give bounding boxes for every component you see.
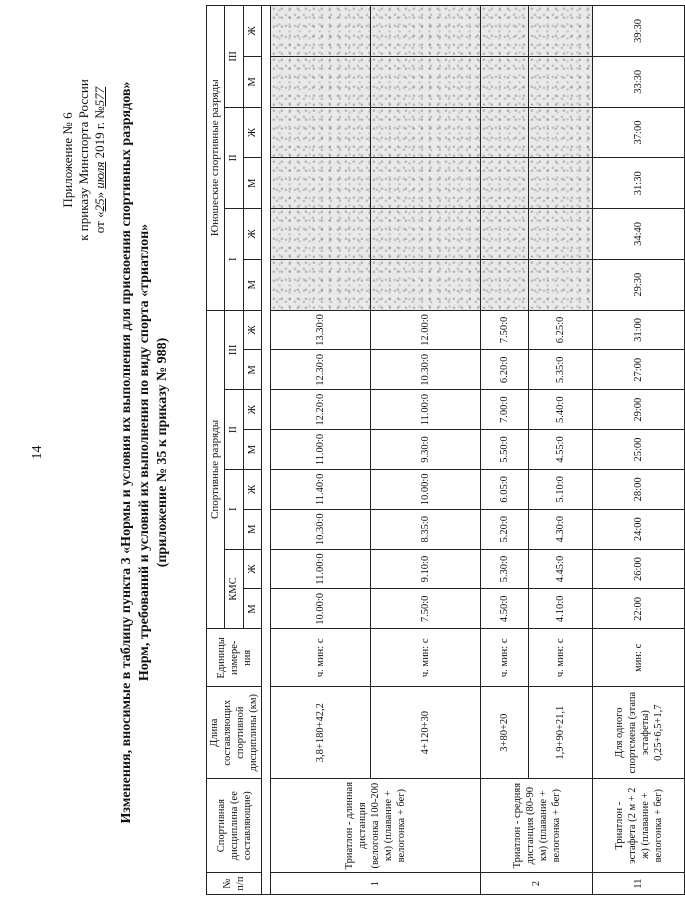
length-cell: 1,9+90+21,1	[529, 687, 593, 779]
document-title	[118, 40, 172, 865]
value-cell: 5.35:0	[529, 350, 593, 390]
header-units: Единицы измере- ния	[207, 629, 262, 687]
value-cell: 10.30:0	[271, 509, 371, 549]
header-length: Длина составляющих спортивной дисциплины (км)	[207, 687, 262, 779]
value-cell: 7.00:0	[481, 390, 529, 430]
discipline-cell: Триатлон - длинная дистанция (велогонка 100-200 км) (плавание + велогонка + бег)	[271, 779, 481, 873]
appendix-year: 2019 г. №	[92, 106, 107, 162]
units-cell: ч. мин: с	[371, 629, 481, 687]
spacer-cell	[262, 6, 271, 895]
value-cell: 12.30:0	[271, 350, 371, 390]
value-cell: 5.30:0	[481, 549, 529, 589]
shaded-cell	[271, 209, 371, 260]
value-cell: 4.10:0	[529, 589, 593, 629]
value-cell: 10.00:0	[271, 589, 371, 629]
value-cell: 9.30:0	[371, 430, 481, 470]
value-cell: 11.00:0	[371, 390, 481, 430]
header-rank-3: III	[225, 310, 243, 390]
row-number: 2	[481, 873, 593, 895]
shaded-cell	[271, 107, 371, 158]
value-cell: 5.50:0	[481, 430, 529, 470]
value-cell: 12.00:0	[371, 310, 481, 350]
value-cell: 13.30:0	[271, 310, 371, 350]
shaded-cell	[529, 259, 593, 310]
value-cell: 8.35:0	[371, 509, 481, 549]
shaded-cell	[371, 259, 481, 310]
value-cell: 11.40:0	[271, 469, 371, 509]
appendix-month: июля	[92, 161, 107, 189]
header-zh: Ж	[243, 209, 261, 260]
value-cell: 9.10:0	[371, 549, 481, 589]
length-cell: 4+120+30	[371, 687, 481, 779]
header-m: М	[243, 350, 261, 390]
value-cell: 7.50:0	[481, 310, 529, 350]
header-youth-rank-1: I	[225, 209, 243, 310]
youth-value-cell: 39:30	[593, 6, 685, 57]
value-cell: 4.30:0	[529, 509, 593, 549]
value-cell: 12.20:0	[271, 390, 371, 430]
header-discipline: Спортивная дисциплина (ее составляющие)	[207, 779, 262, 873]
header-sport-ranks: Спортивные разряды	[207, 310, 225, 629]
shaded-cell	[371, 6, 481, 57]
shaded-cell	[371, 56, 481, 107]
header-zh: Ж	[243, 107, 261, 158]
header-rank-2: II	[225, 390, 243, 470]
header-m: М	[243, 56, 261, 107]
title-line3: (приложение № 35 к приказу № 988)	[155, 337, 170, 568]
shaded-cell	[371, 107, 481, 158]
header-rank-1: I	[225, 469, 243, 549]
youth-value-cell: 29:30	[593, 259, 685, 310]
value-cell: 4.50:0	[481, 589, 529, 629]
value-cell: 5.10:0	[529, 469, 593, 509]
appendix-line1: Приложение № 6	[60, 112, 75, 208]
youth-value-cell: 37:00	[593, 107, 685, 158]
header-zh: Ж	[243, 469, 261, 509]
shaded-cell	[529, 158, 593, 209]
norms-table	[206, 5, 685, 895]
youth-value-cell: 34:40	[593, 209, 685, 260]
length-cell	[593, 687, 685, 779]
header-zh: Ж	[243, 549, 261, 589]
shaded-cell	[271, 158, 371, 209]
header-youth-ranks: Юношеские спортивные разряды	[207, 6, 225, 311]
value-cell: 11.00:0	[271, 549, 371, 589]
table-row	[593, 6, 685, 895]
appendix-day: 25	[92, 198, 107, 212]
shaded-cell	[271, 56, 371, 107]
value-cell: 27:00	[593, 350, 685, 390]
value-cell: 4.45:0	[529, 549, 593, 589]
units-cell: мин: с	[593, 629, 685, 687]
header-row-1	[207, 6, 225, 895]
header-m: М	[243, 589, 261, 629]
shaded-cell	[529, 107, 593, 158]
shaded-cell	[271, 259, 371, 310]
length-cell: 3,8+180+42,2	[271, 687, 371, 779]
value-cell: 5.40:0	[529, 390, 593, 430]
value-cell: 4.55:0	[529, 430, 593, 470]
discipline-cell: Триатлон - эстафета (2 м + 2 ж) (плавание + велогонка + бег)	[593, 779, 685, 873]
appendix-line3	[92, 15, 108, 305]
shaded-cell	[481, 107, 529, 158]
header-num: № п/п	[207, 873, 262, 895]
youth-value-cell: 31:30	[593, 158, 685, 209]
table-row	[529, 6, 593, 895]
page-number: 14	[30, 445, 45, 460]
header-m: М	[243, 259, 261, 310]
value-cell: 24:00	[593, 509, 685, 549]
units-cell: ч. мин: с	[271, 629, 371, 687]
value-cell: 11.00:0	[271, 430, 371, 470]
shaded-cell	[481, 6, 529, 57]
value-cell: 7.50:0	[371, 589, 481, 629]
shaded-cell	[529, 6, 593, 57]
header-m: М	[243, 158, 261, 209]
value-cell: 10.30:0	[371, 350, 481, 390]
units-cell: ч. мин: с	[481, 629, 529, 687]
shaded-cell	[481, 56, 529, 107]
header-zh: Ж	[243, 6, 261, 57]
spacer-row	[262, 6, 271, 895]
table-row	[371, 6, 481, 895]
title-line1: Изменения, вносимые в таблицу пункта 3 «Нормы и условия их выполнения для присвоения спортивных разрядов»	[119, 81, 134, 824]
appendix-line2: к приказу Минспорта России	[76, 79, 91, 241]
appendix-from: от «	[92, 211, 107, 234]
appendix-block	[60, 15, 108, 305]
discipline-cell: Триатлон - средняя дистанция (80-90 км) (плавание + велогонка + бег)	[481, 779, 593, 873]
header-youth-rank-2: II	[225, 107, 243, 208]
shaded-cell	[371, 158, 481, 209]
title-line2: Норм, требований и условий их выполнения по виду спорта «триатлон»	[137, 223, 152, 682]
value-cell: 5.20:0	[481, 509, 529, 549]
value-cell: 22:00	[593, 589, 685, 629]
value-cell: 25:00	[593, 430, 685, 470]
value-cell: 6.20:0	[481, 350, 529, 390]
value-cell: 28:00	[593, 469, 685, 509]
shaded-cell	[481, 158, 529, 209]
shaded-cell	[271, 6, 371, 57]
shaded-cell	[529, 56, 593, 107]
header-zh: Ж	[243, 390, 261, 430]
header-m: М	[243, 509, 261, 549]
value-cell: 6.05:0	[481, 469, 529, 509]
appendix-mid: »	[92, 188, 107, 199]
shaded-cell	[481, 259, 529, 310]
length-note: Для одного спортсмена (этапа эстафеты)	[613, 691, 651, 774]
length-value: 0,25+6,5+1,7	[652, 704, 664, 761]
header-zh: Ж	[243, 310, 261, 350]
header-youth-rank-3: III	[225, 6, 243, 108]
value-cell: 31:00	[593, 310, 685, 350]
appendix-number: 577	[92, 86, 107, 107]
value-cell: 26:00	[593, 549, 685, 589]
row-number: 1	[271, 873, 481, 895]
shaded-cell	[481, 209, 529, 260]
value-cell: 29:00	[593, 390, 685, 430]
table-row	[271, 6, 371, 895]
youth-value-cell: 33:30	[593, 56, 685, 107]
units-cell: ч. мин: с	[529, 629, 593, 687]
length-cell: 3+80+20	[481, 687, 529, 779]
header-kms: КМС	[225, 549, 243, 629]
value-cell: 10.00:0	[371, 469, 481, 509]
value-cell: 6.25:0	[529, 310, 593, 350]
shaded-cell	[371, 209, 481, 260]
header-m: М	[243, 430, 261, 470]
shaded-cell	[529, 209, 593, 260]
row-number: 11	[593, 873, 685, 895]
table-row	[481, 6, 529, 895]
